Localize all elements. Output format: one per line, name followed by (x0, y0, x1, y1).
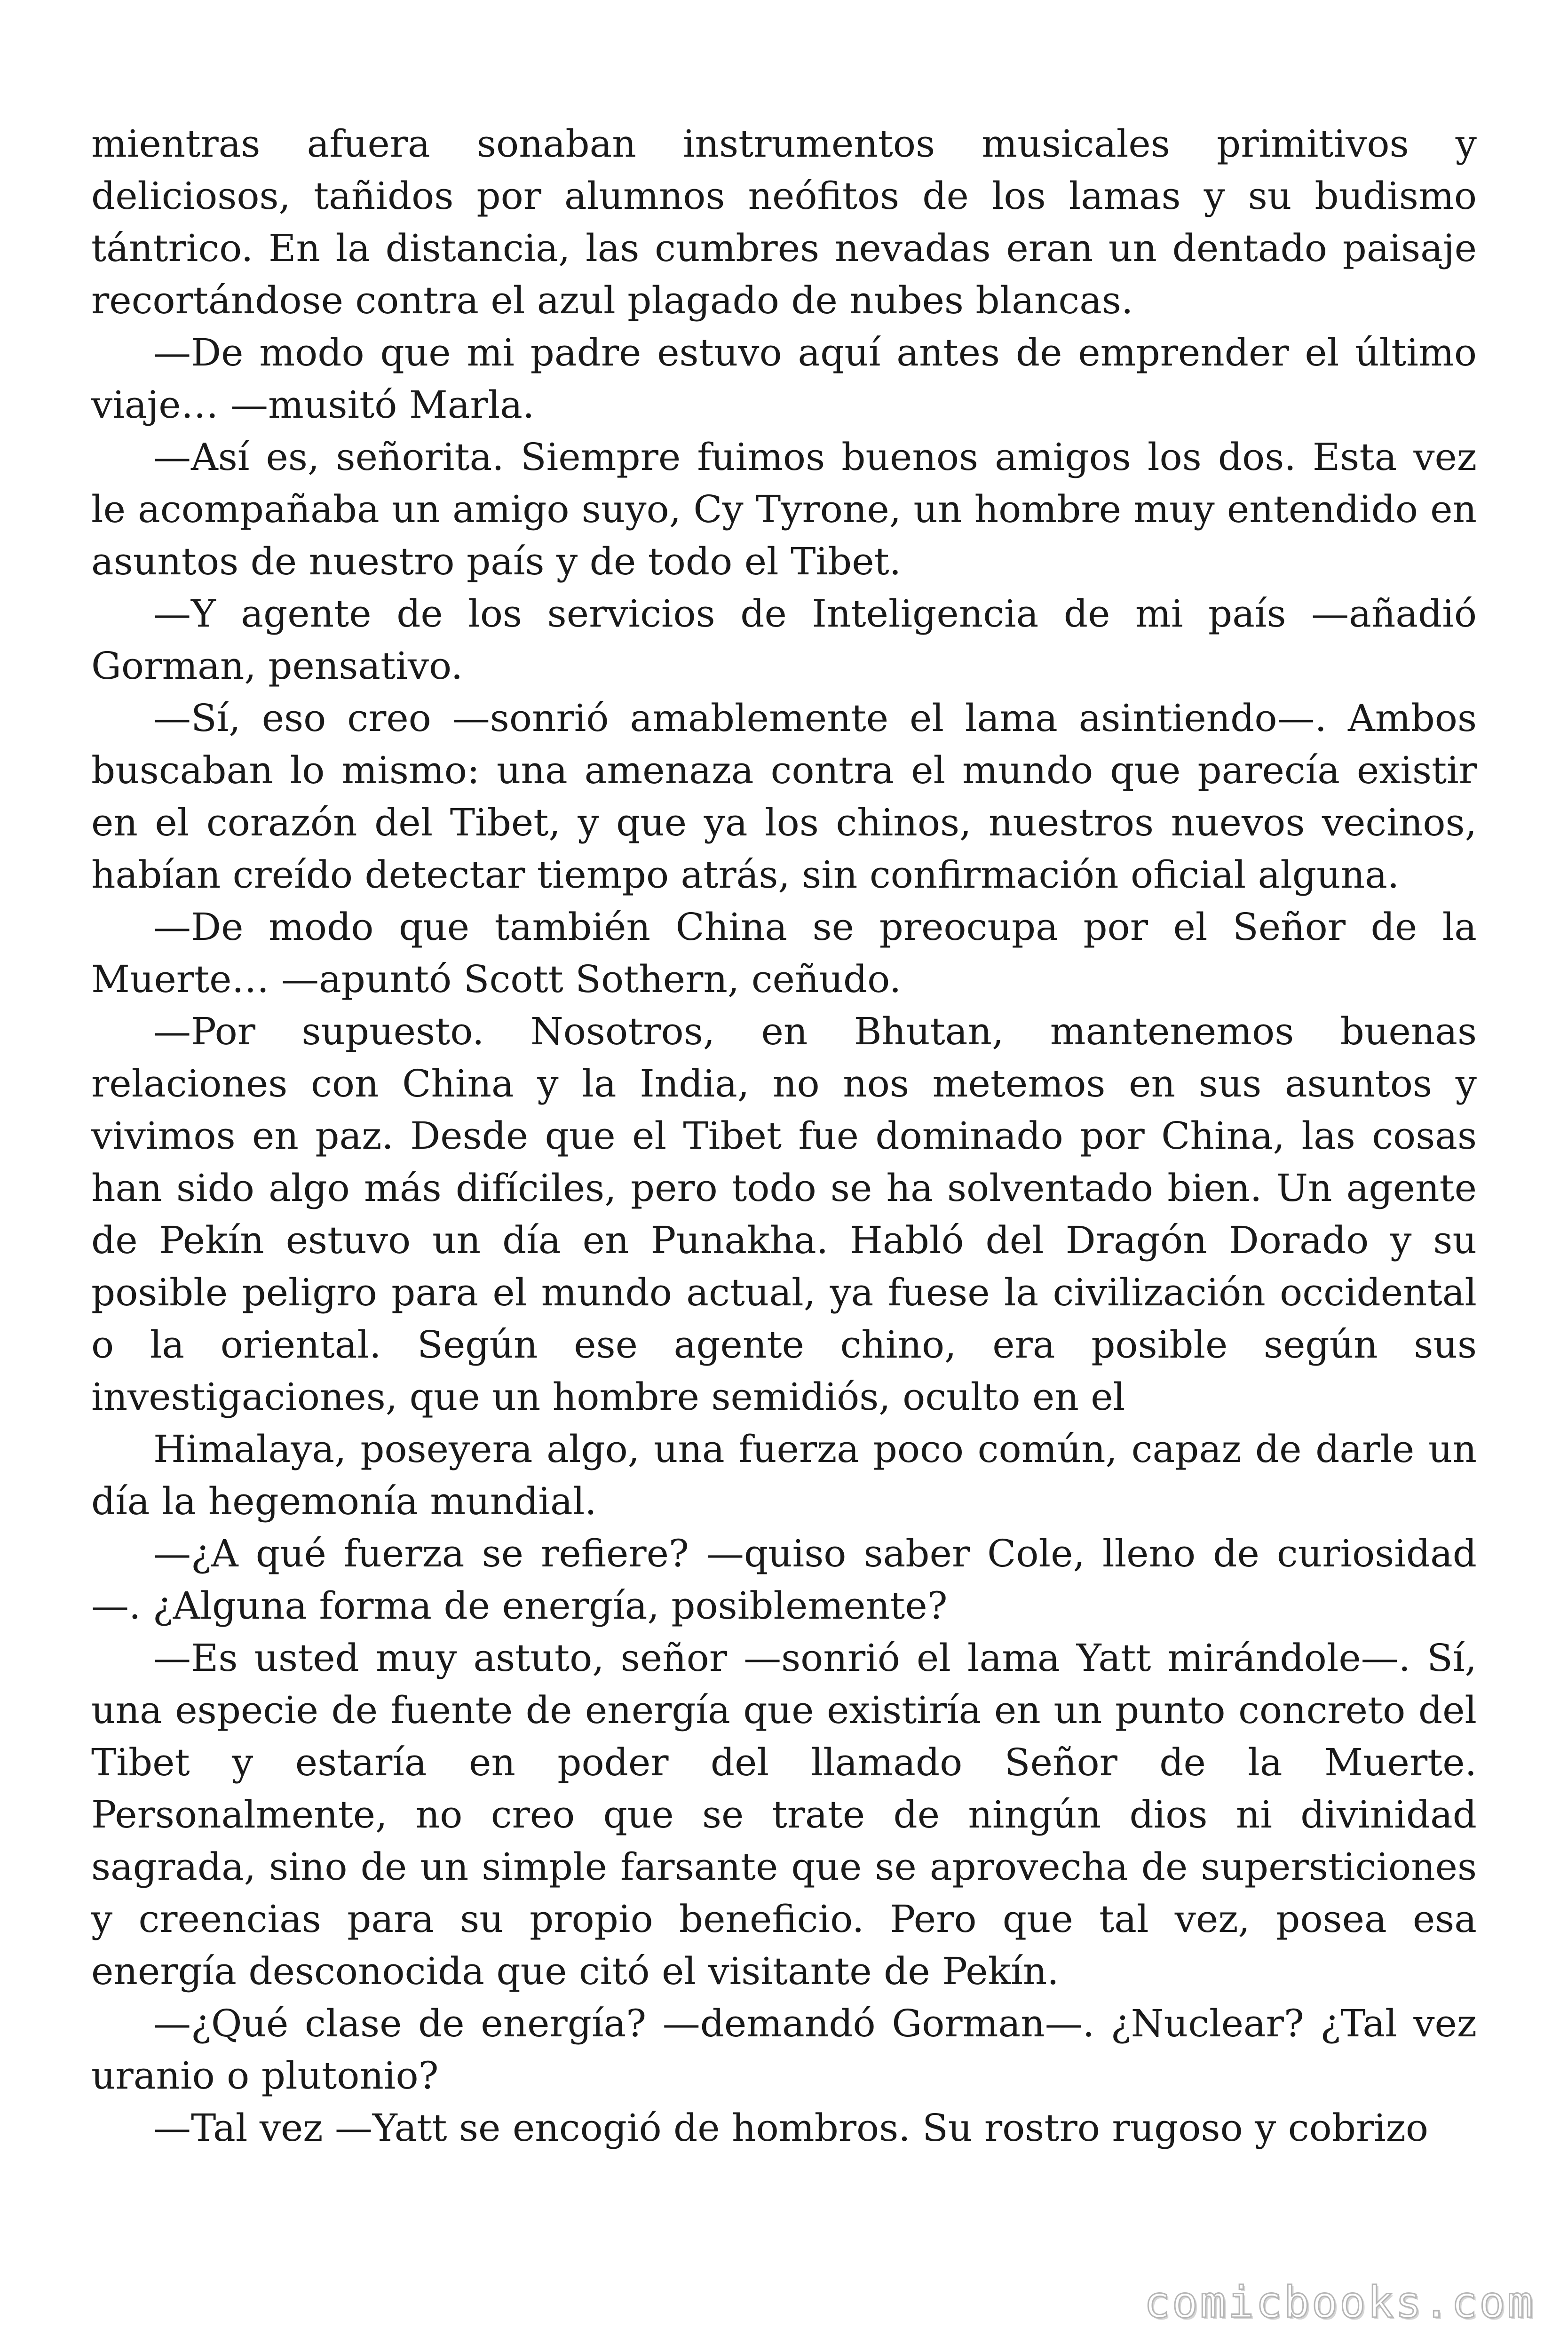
paragraph: mientras afuera sonaban instrumentos musicales primitivos y deliciosos, tañidos por alumnos neófitos de los lamas y su budismo tántrico. En la distancia, las cumbres nevadas eran un dentado paisaje recortándose contra el azul plagado de nubes blancas. (91, 122, 1477, 322)
paragraph: —De modo que también China se preocupa por el Señor de la Muerte… —apuntó Scott Sothern, ceñudo. (91, 905, 1477, 1001)
paragraph: —Es usted muy astuto, señor —sonrió el lama Yatt mirándole—. Sí, una especie de fuente de energía que existiría en un punto concreto del Tibet y estaría en poder del llamado Señor de la Muerte. Personalmente, no creo que se trate de ningún dios ni divinidad sagrada, sino de un simple farsante que se aprovecha de supersticiones y creencias para su propio beneficio. Pero que tal vez, posea esa energía desconocida que citó el visitante de Pekín. (91, 1636, 1477, 1993)
paragraph: Himalaya, poseyera algo, una fuerza poco común, capaz de darle un día la hegemonía mundial. (91, 1427, 1477, 1523)
paragraph: —¿Qué clase de energía? —demandó Gorman—. ¿Nuclear? ¿Tal vez uranio o plutonio? (91, 2002, 1477, 2098)
watermark: comicbooks.com (1144, 2277, 1535, 2328)
paragraph: —Sí, eso creo —sonrió amablemente el lama asintiendo—. Ambos buscaban lo mismo: una amenaza contra el mundo que parecía existir en el corazón del Tibet, y que ya los chinos, nuestros nuevos vecinos, habían creído detectar tiempo atrás, sin confirmación oficial alguna. (91, 696, 1477, 897)
paragraph: —¿A qué fuerza se refiere? —quiso saber Cole, lleno de curiosidad —. ¿Alguna forma de energía, posiblemente? (91, 1532, 1477, 1628)
body-text (91, 118, 1477, 2154)
paragraph: —Por supuesto. Nosotros, en Bhutan, mantenemos buenas relaciones con China y la India, no nos metemos en sus asuntos y vivimos en paz. Desde que el Tibet fue dominado por China, las cosas han sido algo más difíciles, pero todo se ha solventado bien. Un agente de Pekín estuvo un día en Punakha. Habló del Dragón Dorado y su posible peligro para el mundo actual, ya fuese la civilización occidental o la oriental. Según ese agente chino, era posible según sus investigaciones, que un hombre semidiós, oculto en el (91, 1009, 1477, 1419)
paragraph: —Y agente de los servicios de Inteligencia de mi país —añadió Gorman, pensativo. (91, 592, 1477, 688)
paragraph: —Tal vez —Yatt se encogió de hombros. Su rostro rugoso y cobrizo (153, 2106, 1429, 2150)
paragraph: —Así es, señorita. Siempre fuimos buenos amigos los dos. Esta vez le acompañaba un amigo suyo, Cy Tyrone, un hombre muy entendido en asuntos de nuestro país y de todo el Tibet. (91, 435, 1477, 583)
paragraph: —De modo que mi padre estuvo aquí antes de emprender el último viaje… —musitó Marla. (91, 331, 1477, 427)
